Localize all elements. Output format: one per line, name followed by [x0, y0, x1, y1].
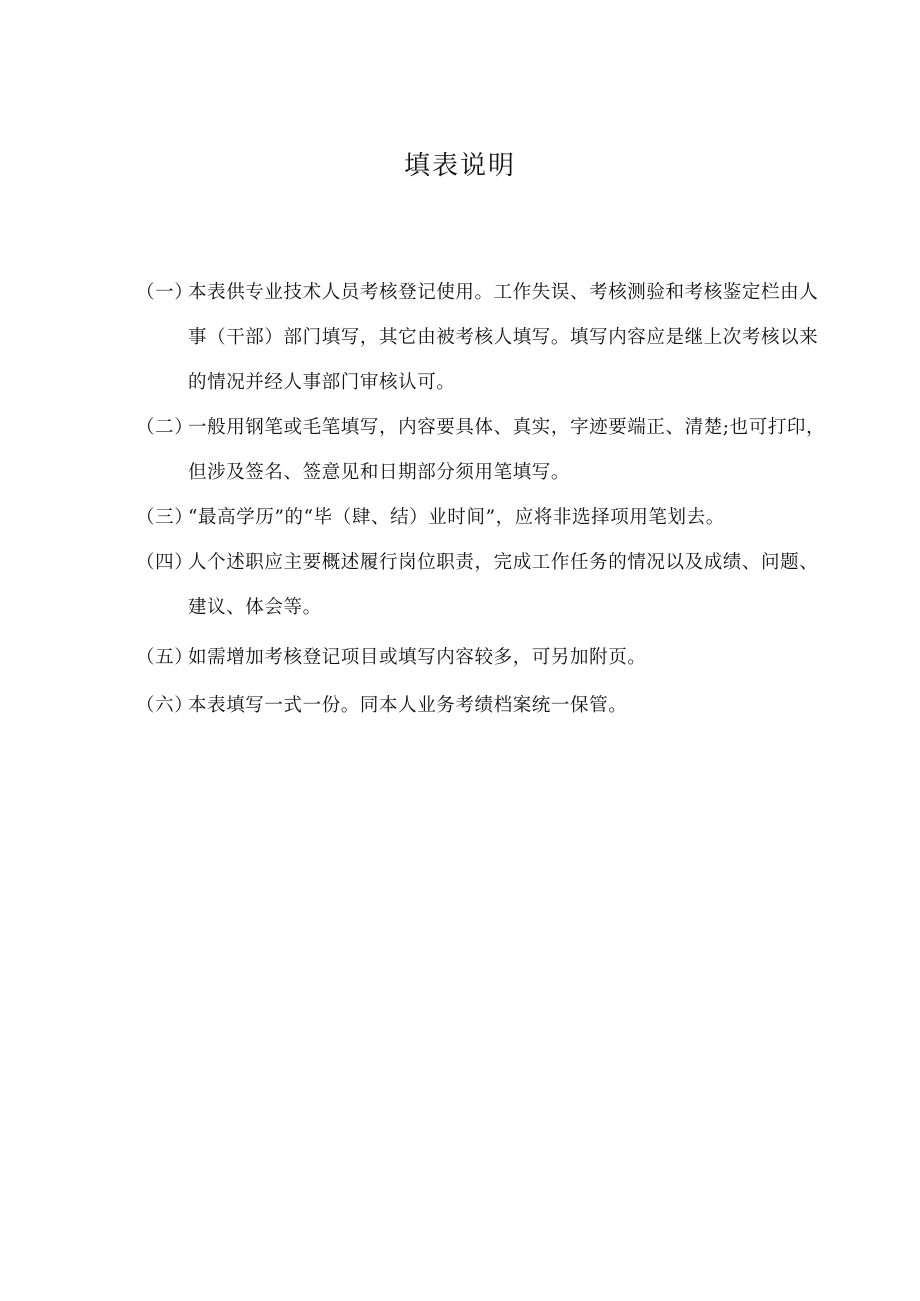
instructions-list	[136, 270, 826, 728]
instruction-text: 本表填写一式一份。同本人业务考绩档案统一保管。	[188, 695, 628, 716]
instruction-number: （二）	[136, 417, 194, 438]
instruction-text: 如需增加考核登记项目或填写内容较多，可另加附页。	[188, 647, 647, 668]
instruction-text: 本表供专业技术人员考核登记使用。工作失误、考核测验和考核鉴定栏由人事（干部）部门填写，其它由被考核人填写。填写内容应是继上次考核以来的情况并经人事部门审核认可。	[188, 282, 819, 393]
instruction-number: （五）	[136, 647, 194, 668]
instruction-item	[136, 683, 826, 728]
instruction-item	[136, 405, 826, 495]
instruction-text: “最高学历”的“毕（肆、结）业时间”，应将非选择项用笔划去。	[188, 507, 725, 528]
instruction-item	[136, 635, 826, 680]
page-title: 填表说明	[403, 151, 516, 181]
instruction-text: 一般用钢笔或毛笔填写，内容要具体、真实，字迹要端正、清楚;也可打印，但涉及签名、签意见和日期部分须用笔填写。	[188, 417, 826, 483]
instruction-text: 人个述职应主要概述履行岗位职责，完成工作任务的情况以及成绩、问题、建议、体会等。	[188, 552, 819, 618]
instruction-number: （六）	[136, 695, 194, 716]
instruction-item	[136, 495, 826, 540]
instruction-number: （三）	[136, 507, 194, 528]
instruction-item	[136, 540, 826, 630]
instruction-number: （四）	[136, 552, 194, 573]
instruction-item	[136, 270, 826, 405]
instruction-number: （一）	[136, 282, 194, 303]
